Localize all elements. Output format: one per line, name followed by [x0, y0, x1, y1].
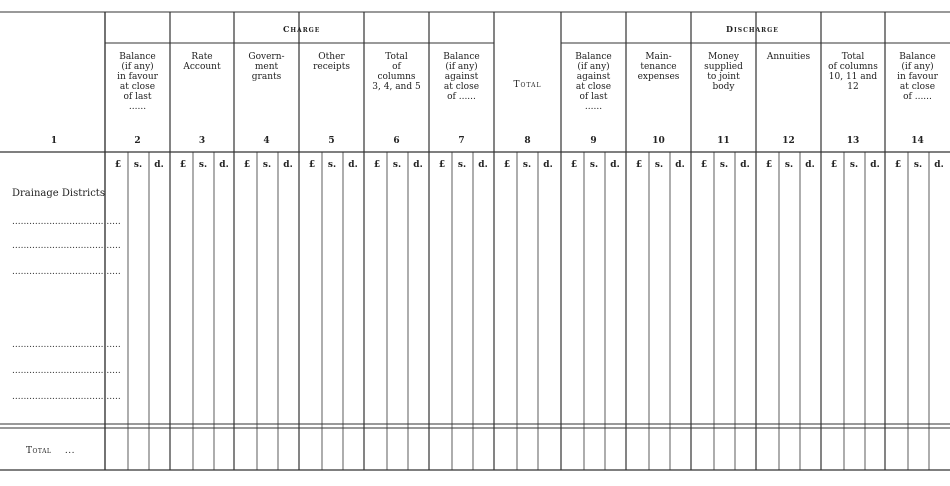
- column-number-3: 3: [198, 136, 206, 146]
- column-number-6: 6: [393, 136, 400, 146]
- dotted-row-6: ......................................: [12, 392, 121, 402]
- dotted-row-3: ......................................: [12, 267, 121, 277]
- header-line: expenses: [637, 72, 680, 82]
- money-unit-pence: d.: [870, 160, 880, 170]
- header-line: against: [576, 72, 611, 82]
- money-unit-shillings: s.: [392, 160, 402, 170]
- money-unit-shillings: s.: [198, 160, 208, 170]
- money-unit-pence: d.: [478, 160, 488, 170]
- header-line: of last: [579, 92, 608, 102]
- header-line: 12: [847, 82, 859, 92]
- header-line: against: [444, 72, 479, 82]
- money-unit-pounds: £: [438, 160, 446, 170]
- column-number-10: 10: [652, 136, 665, 146]
- header-line: at close: [443, 82, 480, 92]
- money-unit-shillings: s.: [589, 160, 599, 170]
- charge-header-col-7: [429, 52, 494, 102]
- column-number-1: 1: [50, 136, 58, 146]
- dotted-row-1: ......................................: [12, 217, 121, 227]
- money-unit-pence: d.: [219, 160, 229, 170]
- header-line: Account: [183, 62, 221, 72]
- header-line: Total: [385, 52, 408, 62]
- header-line: of: [392, 62, 401, 72]
- column-number-2: 2: [134, 136, 141, 146]
- column-number-9: 9: [590, 136, 597, 146]
- money-unit-pounds: £: [700, 160, 708, 170]
- header-line: (if any): [445, 62, 478, 72]
- money-unit-pence: d.: [934, 160, 944, 170]
- discharge-header-col-10: [626, 52, 691, 82]
- money-unit-pence: d.: [675, 160, 685, 170]
- money-unit-pounds: £: [114, 160, 122, 170]
- discharge-header-col-13: [821, 52, 885, 92]
- discharge-header-col-12: [756, 52, 821, 62]
- column-number-8: 8: [524, 136, 531, 146]
- money-unit-pence: d.: [805, 160, 815, 170]
- header-line: Balance: [899, 52, 936, 62]
- header-line: Balance: [443, 52, 480, 62]
- charge-header-col-2: [105, 52, 170, 112]
- charge-header-col-4: [234, 52, 299, 82]
- money-unit-pence: d.: [413, 160, 423, 170]
- money-unit-pounds: £: [373, 160, 381, 170]
- money-unit-shillings: s.: [784, 160, 794, 170]
- header-line: grants: [251, 72, 282, 82]
- header-line: (if any): [901, 62, 934, 72]
- money-unit-pounds: £: [308, 160, 316, 170]
- header-line: supplied: [704, 62, 743, 72]
- column-number-5: 5: [328, 136, 335, 146]
- money-unit-pounds: £: [894, 160, 902, 170]
- column-number-7: 7: [458, 136, 465, 146]
- money-unit-pounds: £: [179, 160, 187, 170]
- column-number-4: 4: [263, 136, 270, 146]
- discharge-header-col-11: [691, 52, 756, 92]
- money-unit-pence: d.: [543, 160, 553, 170]
- charge-header-col-3: [170, 52, 234, 72]
- money-unit-pence: d.: [283, 160, 293, 170]
- money-unit-pounds: £: [570, 160, 578, 170]
- dotted-row-2: ......................................: [12, 241, 121, 251]
- money-unit-pence: d.: [348, 160, 358, 170]
- column-number-13: 13: [846, 136, 860, 146]
- header-line: at close: [575, 82, 612, 92]
- dotted-row-4: ......................................: [12, 340, 121, 350]
- money-unit-shillings: s.: [522, 160, 532, 170]
- money-unit-shillings: s.: [654, 160, 664, 170]
- total-column-header: Total: [513, 80, 542, 90]
- money-unit-pounds: £: [243, 160, 251, 170]
- money-unit-shillings: s.: [133, 160, 143, 170]
- money-unit-shillings: s.: [849, 160, 859, 170]
- money-unit-shillings: s.: [719, 160, 729, 170]
- charge-header-col-6: [364, 52, 429, 92]
- money-unit-pounds: £: [830, 160, 838, 170]
- header-line: tenance: [640, 62, 677, 72]
- charge-header-col-5: [299, 52, 364, 72]
- row-label-drainage-districts: Drainage Districts: [12, 188, 105, 199]
- money-unit-pence: d.: [740, 160, 750, 170]
- discharge-title: Discharge: [726, 24, 779, 34]
- charge-title: Charge: [283, 24, 321, 34]
- header-line: Annuities: [766, 52, 811, 62]
- header-line: of ......: [447, 92, 476, 102]
- money-unit-pounds: £: [503, 160, 511, 170]
- header-line: Rate: [191, 52, 213, 62]
- header-line: (if any): [121, 62, 154, 72]
- header-line: receipts: [313, 62, 350, 72]
- header-line: Balance: [119, 52, 156, 62]
- header-line: of columns: [828, 62, 878, 72]
- header-line: ment: [254, 62, 279, 72]
- dotted-row-5: ......................................: [12, 366, 121, 376]
- header-line: body: [712, 82, 735, 92]
- header-line: Main-: [645, 52, 672, 62]
- header-line: to joint: [707, 72, 740, 82]
- header-line: Other: [318, 52, 345, 62]
- money-unit-shillings: s.: [913, 160, 923, 170]
- money-unit-pence: d.: [610, 160, 620, 170]
- column-number-12: 12: [782, 136, 795, 146]
- header-line: (if any): [577, 62, 610, 72]
- header-line: ......: [128, 102, 147, 112]
- discharge-header-col-14: [885, 52, 950, 102]
- header-line: of ......: [903, 92, 932, 102]
- header-line: Govern-: [248, 52, 285, 62]
- money-unit-pounds: £: [765, 160, 773, 170]
- money-unit-shillings: s.: [457, 160, 467, 170]
- column-number-11: 11: [717, 136, 730, 146]
- total-row-label: Total ...: [26, 446, 75, 456]
- header-line: at close: [119, 82, 156, 92]
- money-unit-shillings: s.: [262, 160, 272, 170]
- money-unit-pence: d.: [154, 160, 164, 170]
- money-unit-shillings: s.: [327, 160, 337, 170]
- header-line: in favour: [117, 72, 158, 82]
- header-line: ......: [584, 102, 603, 112]
- money-unit-pounds: £: [635, 160, 643, 170]
- header-line: Balance: [575, 52, 612, 62]
- column-number-14: 14: [911, 136, 924, 146]
- header-line: columns: [377, 72, 416, 82]
- header-line: Money: [708, 52, 739, 62]
- header-line: 3, 4, and 5: [372, 82, 421, 92]
- header-line: Total: [841, 52, 865, 62]
- header-line: of last: [123, 92, 152, 102]
- header-line: in favour: [897, 72, 938, 82]
- header-line: at close: [899, 82, 936, 92]
- header-line: 10, 11 and: [828, 72, 878, 82]
- discharge-header-col-9: [561, 52, 626, 112]
